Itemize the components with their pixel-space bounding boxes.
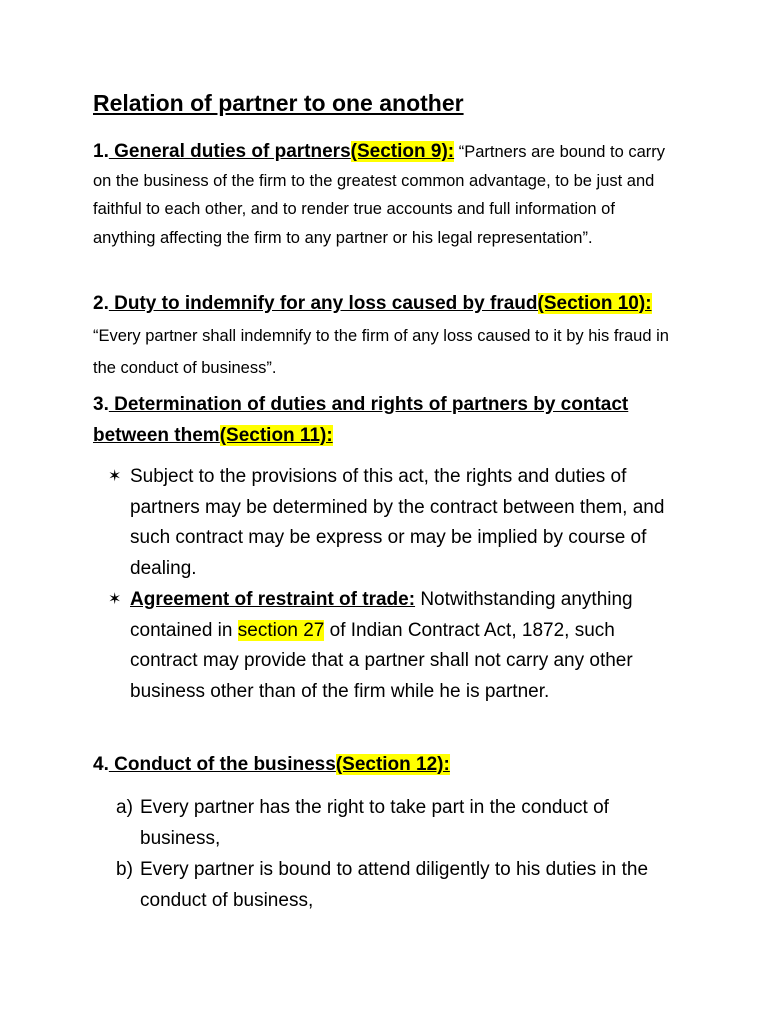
section-3 bbox=[93, 389, 673, 451]
item-heading: Duty to indemnify for any loss caused by fraud bbox=[108, 293, 538, 314]
list-text: Every partner is bound to attend diligently to his duties in the conduct of business, bbox=[140, 859, 649, 911]
item-number: 4. bbox=[93, 754, 109, 775]
bullet-label: Agreement of restraint of trade: bbox=[130, 589, 416, 610]
bullet-item bbox=[108, 585, 678, 707]
item-text: “Every partner shall indemnify to the firm of any loss caused to it by his fraud in the conduct of business”. bbox=[93, 327, 669, 377]
item-number: 2. bbox=[93, 293, 109, 314]
list-marker: b) bbox=[116, 859, 133, 880]
list-marker: a) bbox=[116, 797, 133, 818]
section-reference: (Section 12): bbox=[335, 754, 450, 775]
bullet-item bbox=[108, 462, 678, 584]
item-heading: General duties of partners bbox=[108, 141, 351, 162]
star-bullet-icon: ✶ bbox=[108, 591, 122, 608]
star-bullet-icon: ✶ bbox=[108, 468, 122, 485]
section-reference: (Section 10): bbox=[537, 293, 652, 314]
list-text: Every partner has the right to take part in the conduct of business, bbox=[140, 797, 609, 849]
bullet-text: Subject to the provisions of this act, the rights and duties of partners may be determined by the contract between them, and such contract may be express or may be implied by course of dealing. bbox=[130, 466, 665, 579]
section-4 bbox=[93, 751, 673, 779]
section-reference: (Section 11): bbox=[219, 425, 333, 446]
list-item bbox=[116, 855, 686, 916]
item-number: 3. bbox=[93, 394, 109, 415]
item-heading: Determination of duties and rights of partners by contact between them bbox=[93, 394, 629, 446]
section-reference: (Section 9): bbox=[350, 141, 455, 162]
list-item bbox=[116, 793, 686, 854]
section-1 bbox=[93, 138, 673, 252]
item-text: “Partners are bound to carry on the business of the firm to the greatest common advantage, to be just and faithful to each other, and to render true accounts and full information of anything affecting the firm to any partner or his legal representation”. bbox=[93, 143, 666, 247]
item-number: 1. bbox=[93, 141, 109, 162]
item-heading: Conduct of the business bbox=[108, 754, 336, 775]
page-title: Relation of partner to one another bbox=[93, 90, 464, 116]
highlighted-reference: section 27 bbox=[237, 619, 325, 641]
bullet-text: Notwithstanding anything contained in bbox=[130, 589, 633, 641]
section-2 bbox=[93, 288, 673, 384]
bullet-text: of Indian Contract Act, 1872, such contract may provide that a partner shall not carry any other business other than of the firm while he is partner. bbox=[130, 619, 633, 702]
